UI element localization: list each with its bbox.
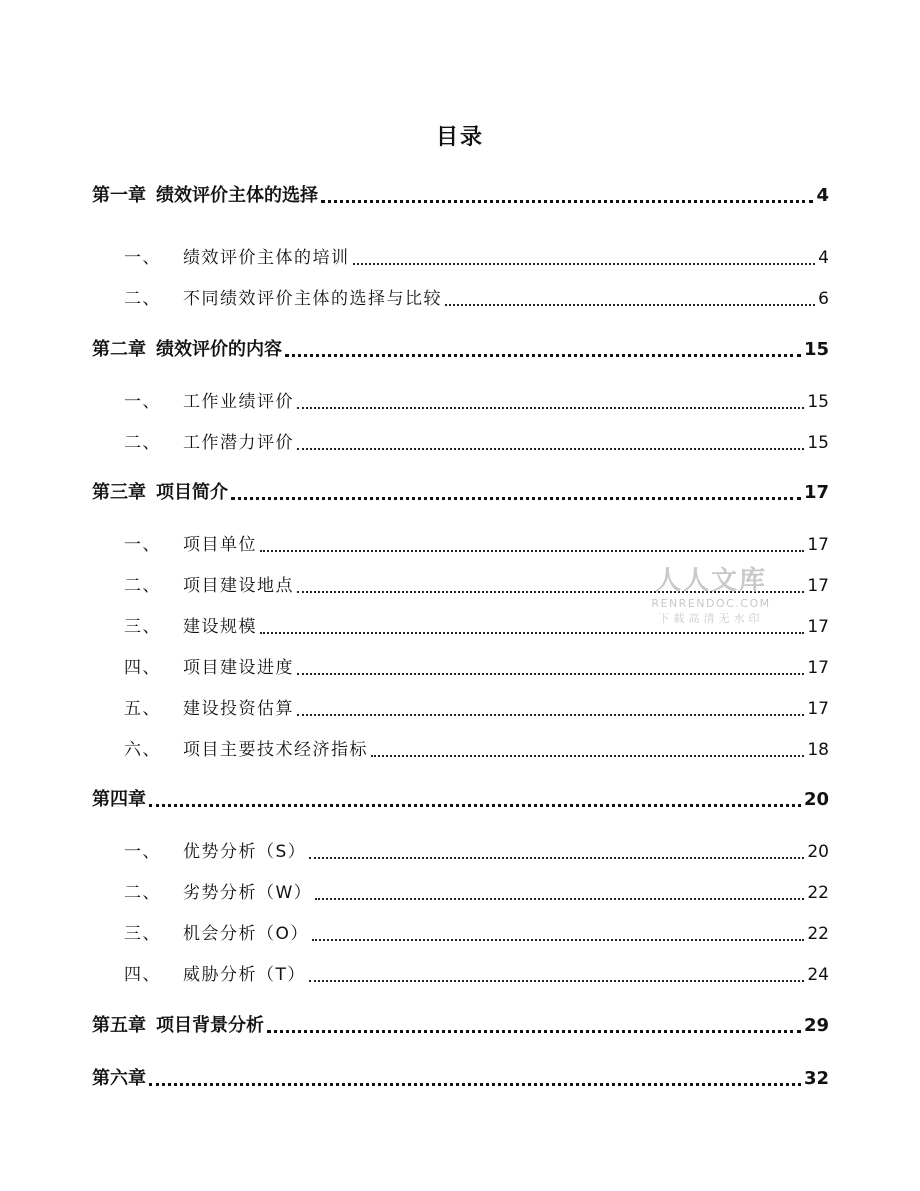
toc-entry-label: 建设规模 (183, 617, 257, 637)
watermark-brand: 人人文库 (654, 566, 767, 596)
toc-entry-page: 20 (803, 789, 829, 810)
toc-entry-label: 项目建设进度 (183, 658, 294, 678)
toc-entry-label: 绩效评价的内容 (156, 339, 282, 360)
toc-entry-page: 17 (807, 576, 829, 596)
toc-entry-page: 4 (816, 185, 829, 206)
toc-entry-number: 二、 (124, 883, 161, 903)
dot-leader (297, 407, 804, 409)
toc-entry-number: 第二章 (92, 339, 146, 360)
toc-entry-page: 6 (818, 289, 829, 309)
toc-entry-chapter-2[interactable] (92, 337, 829, 363)
page-title: 目录 (435, 125, 484, 150)
watermark-tagline: 下载高清无水印 (658, 612, 764, 625)
toc-entry-chapter-3[interactable] (92, 480, 829, 506)
dot-leader (260, 632, 804, 634)
dot-leader (297, 448, 804, 450)
toc-entry-number: 二、 (124, 289, 161, 309)
dot-leader (312, 939, 804, 941)
toc-entry-label: 项目简介 (156, 482, 228, 503)
toc-entry-label: 劣势分析（W） (183, 883, 313, 903)
toc-entry-number: 第五章 (92, 1015, 146, 1036)
toc-entry-number: 四、 (124, 965, 161, 985)
toc-entry-number: 第一章 (92, 185, 146, 206)
toc-entry-section[interactable] (124, 614, 829, 640)
toc-entry-section[interactable] (124, 286, 829, 312)
toc-entry-label: 工作业绩评价 (183, 392, 294, 412)
toc-entry-section[interactable] (124, 921, 829, 947)
toc-entry-label: 机会分析（O） (183, 924, 309, 944)
toc-entry-section[interactable] (124, 962, 829, 988)
toc-entry-number: 三、 (124, 617, 161, 637)
toc-entry-label: 不同绩效评价主体的选择与比较 (183, 289, 442, 309)
toc-entry-label: 项目背景分析 (156, 1015, 264, 1036)
toc-entry-number: 三、 (124, 924, 161, 944)
dot-leader (309, 857, 804, 859)
toc-entry-section[interactable] (124, 880, 829, 906)
toc-entry-section[interactable] (124, 389, 829, 415)
toc-entry-number: 一、 (124, 248, 161, 268)
toc-entry-section[interactable] (124, 573, 829, 599)
toc-entry-number: 第六章 (92, 1068, 146, 1089)
dot-leader (315, 898, 804, 900)
toc-entry-page: 29 (803, 1015, 829, 1036)
toc-entry-section[interactable] (124, 839, 829, 865)
toc-entry-label: 威胁分析（T） (183, 965, 306, 985)
dot-leader (231, 497, 801, 500)
dot-leader (297, 714, 804, 716)
toc-entry-page: 15 (807, 433, 829, 453)
toc-entry-number: 四、 (124, 658, 161, 678)
toc-entry-label: 项目建设地点 (183, 576, 294, 596)
toc-entry-label: 优势分析（S） (183, 842, 307, 862)
toc-entry-number: 二、 (124, 433, 161, 453)
toc-entry-page: 17 (807, 658, 829, 678)
toc-entry-number: 一、 (124, 842, 161, 862)
toc-entry-chapter-1[interactable] (92, 183, 829, 209)
toc-entry-page: 24 (807, 965, 829, 985)
toc-entry-page: 17 (807, 699, 829, 719)
dot-leader (371, 755, 804, 757)
toc-entry-label: 项目主要技术经济指标 (183, 740, 368, 760)
toc-entry-chapter-6[interactable] (92, 1066, 829, 1092)
toc-entry-label: 绩效评价主体的选择 (156, 185, 318, 206)
toc-entry-section[interactable] (124, 245, 829, 271)
toc-entry-page: 32 (803, 1068, 829, 1089)
toc-entry-page: 15 (803, 339, 829, 360)
dot-leader (297, 591, 804, 593)
toc-entry-page: 15 (807, 392, 829, 412)
toc-entry-number: 第四章 (92, 789, 146, 810)
toc-entry-label: 建设投资估算 (183, 699, 294, 719)
toc-entry-page: 17 (803, 482, 829, 503)
dot-leader (285, 354, 801, 357)
toc-entry-page: 17 (807, 535, 829, 555)
toc-entry-page: 18 (807, 740, 829, 760)
toc-entry-number: 一、 (124, 392, 161, 412)
toc-entry-page: 20 (807, 842, 829, 862)
dot-leader (149, 804, 801, 807)
toc-entry-label: 工作潜力评价 (183, 433, 294, 453)
toc-entry-section[interactable] (124, 696, 829, 722)
dot-leader (267, 1030, 801, 1033)
toc-entry-number: 六、 (124, 740, 161, 760)
toc-entry-label: 项目单位 (183, 535, 257, 555)
watermark-domain: RENRENDOC.COM (651, 597, 771, 610)
toc-entry-section[interactable] (124, 737, 829, 763)
toc-entry-number: 五、 (124, 699, 161, 719)
toc-entry-section[interactable] (124, 532, 829, 558)
dot-leader (260, 550, 804, 552)
dot-leader (297, 673, 804, 675)
toc-entry-section[interactable] (124, 655, 829, 681)
toc-entry-page: 22 (807, 924, 829, 944)
toc-entry-page: 17 (807, 617, 829, 637)
toc-entry-number: 二、 (124, 576, 161, 596)
dot-leader (321, 200, 813, 203)
dot-leader (445, 304, 815, 306)
dot-leader (149, 1083, 801, 1086)
dot-leader (309, 980, 804, 982)
toc-entry-chapter-5[interactable] (92, 1013, 829, 1039)
toc-entry-page: 4 (818, 248, 829, 268)
dot-leader (353, 263, 816, 265)
toc-entry-chapter-4[interactable] (92, 787, 829, 813)
toc-entry-section[interactable] (124, 430, 829, 456)
toc-entry-number: 一、 (124, 535, 161, 555)
toc-entry-label: 绩效评价主体的培训 (183, 248, 350, 268)
toc-entry-number: 第三章 (92, 482, 146, 503)
toc-entry-page: 22 (807, 883, 829, 903)
